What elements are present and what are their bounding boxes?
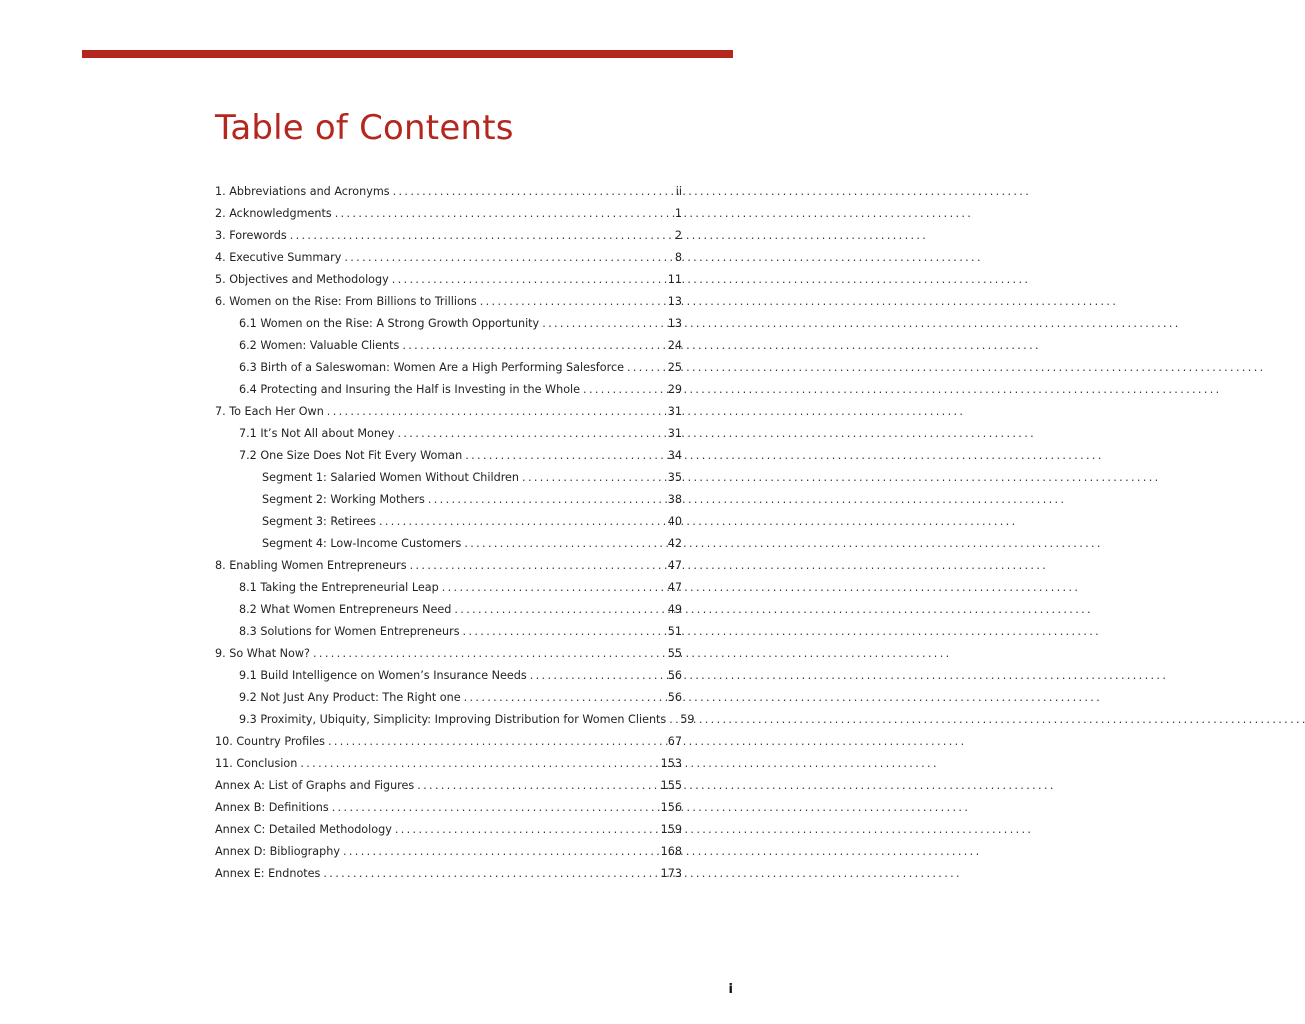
toc-entry-label: 9. So What Now? xyxy=(215,647,310,660)
toc-entry-page: 8 xyxy=(674,251,682,264)
toc-entry-page: 59 xyxy=(680,713,695,726)
toc-entry-page: 25 xyxy=(667,361,682,374)
toc-entry[interactable] xyxy=(215,313,682,335)
toc-entry[interactable] xyxy=(215,379,682,401)
toc-entry-page: 1 xyxy=(674,207,682,220)
toc-dot-leader xyxy=(392,819,661,841)
toc-dot-leader xyxy=(329,797,661,819)
toc-entry-page: 2 xyxy=(674,229,682,242)
toc-entry-label: 1. Abbreviations and Acronyms xyxy=(215,185,390,198)
toc-entry-label: 6.3 Birth of a Saleswoman: Women Are a High Performing Salesforce xyxy=(239,361,624,374)
toc-dot-leader xyxy=(477,291,668,313)
toc-entry-label: Segment 3: Retirees xyxy=(262,515,376,528)
toc-entry[interactable] xyxy=(215,709,695,731)
toc-entry-page: 11 xyxy=(667,273,682,286)
toc-entry-label: 8.1 Taking the Entrepreneurial Leap xyxy=(239,581,439,594)
toc-entry-page: 156 xyxy=(660,801,682,814)
toc-dot-leader xyxy=(376,511,668,533)
toc-entry-page: 47 xyxy=(667,581,682,594)
toc-entry-label: 10. Country Profiles xyxy=(215,735,325,748)
toc-entry-label: 4. Executive Summary xyxy=(215,251,342,264)
toc-dot-leader xyxy=(460,621,668,643)
toc-entry[interactable] xyxy=(215,797,682,819)
toc-entry[interactable] xyxy=(215,841,682,863)
toc-entry[interactable] xyxy=(215,225,682,247)
toc-entry-label: Segment 4: Low-Income Customers xyxy=(262,537,462,550)
toc-entry[interactable] xyxy=(215,269,682,291)
toc-dot-leader xyxy=(399,335,667,357)
toc-entry-label: 9.2 Not Just Any Product: The Right one xyxy=(239,691,461,704)
toc-dot-leader xyxy=(624,357,668,379)
toc-dot-leader xyxy=(519,467,668,489)
toc-entry-page: 55 xyxy=(667,647,682,660)
toc-entry-label: Annex B: Definitions xyxy=(215,801,329,814)
toc-entry-label: Annex A: List of Graphs and Figures xyxy=(215,779,415,792)
toc-dot-leader xyxy=(332,203,675,225)
toc-entry-page: 49 xyxy=(667,603,682,616)
toc-entry-label: 5. Objectives and Methodology xyxy=(215,273,389,286)
toc-entry[interactable] xyxy=(215,291,682,313)
toc-dot-leader xyxy=(414,775,660,797)
toc-entry-page: 38 xyxy=(667,493,682,506)
toc-entry-label: 7.2 One Size Does Not Fit Every Woman xyxy=(239,449,463,462)
toc-dot-leader xyxy=(320,863,660,885)
page-number: i xyxy=(728,982,733,997)
toc-dot-leader xyxy=(310,643,668,665)
toc-entry-page: 153 xyxy=(660,757,682,770)
toc-entry-page: 56 xyxy=(667,669,682,682)
toc-entry-page: 67 xyxy=(667,735,682,748)
top-accent-rule xyxy=(82,50,733,58)
toc-entry[interactable] xyxy=(215,247,682,269)
toc-entry[interactable] xyxy=(215,203,682,225)
toc-dot-leader xyxy=(451,599,667,621)
toc-entry-label: 3. Forewords xyxy=(215,229,287,242)
toc-dot-leader xyxy=(461,533,667,555)
toc-entry-page: 31 xyxy=(667,405,682,418)
toc-entry[interactable] xyxy=(215,577,682,599)
toc-dot-leader xyxy=(394,423,667,445)
toc-dot-leader xyxy=(390,181,676,203)
toc-entry-page: 47 xyxy=(667,559,682,572)
toc-entry-label: 6.1 Women on the Rise: A Strong Growth Opportunity xyxy=(239,317,540,330)
toc-entry[interactable] xyxy=(215,599,682,621)
toc-entry-page: 51 xyxy=(667,625,682,638)
toc-dot-leader xyxy=(539,313,668,335)
toc-dot-leader xyxy=(461,687,668,709)
toc-entry[interactable] xyxy=(215,819,682,841)
toc-entry[interactable] xyxy=(215,863,682,885)
toc-dot-leader xyxy=(297,753,660,775)
toc-dot-leader xyxy=(287,225,675,247)
toc-dot-leader xyxy=(325,731,668,753)
toc-entry-label: 6. Women on the Rise: From Billions to Trillions xyxy=(215,295,477,308)
toc-entry[interactable] xyxy=(215,445,682,467)
toc-entry-label: Annex C: Detailed Methodology xyxy=(215,823,392,836)
toc-entry-label: 7. To Each Her Own xyxy=(215,405,324,418)
toc-entry-page: 34 xyxy=(667,449,682,462)
toc-entry-page: 155 xyxy=(660,779,682,792)
toc-entry-label: Segment 1: Salaried Women Without Children xyxy=(262,471,520,484)
toc-dot-leader xyxy=(340,841,661,863)
toc-entry[interactable] xyxy=(215,467,682,489)
toc-entry-label: Annex D: Bibliography xyxy=(215,845,340,858)
toc-entry-page: 29 xyxy=(667,383,682,396)
toc-entry-page: 159 xyxy=(660,823,682,836)
toc-dot-leader xyxy=(666,709,680,731)
toc-entry[interactable] xyxy=(215,621,682,643)
toc-entry-label: 6.2 Women: Valuable Clients xyxy=(239,339,400,352)
toc-entry[interactable] xyxy=(215,181,682,203)
toc-entry[interactable] xyxy=(215,687,682,709)
toc-entry[interactable] xyxy=(215,335,682,357)
toc-entry-label: 6.4 Protecting and Insuring the Half is Investing in the Whole xyxy=(239,383,581,396)
toc-entry-page: 42 xyxy=(667,537,682,550)
toc-entry-label: 9.3 Proximity, Ubiquity, Simplicity: Improving Distribution for Women Clients xyxy=(239,713,667,726)
toc-dot-leader xyxy=(425,489,668,511)
toc-dot-leader xyxy=(527,665,668,687)
toc-entry-label: Annex E: Endnotes xyxy=(215,867,321,880)
toc-entry-page: 13 xyxy=(667,317,682,330)
page-title: Table of Contents xyxy=(215,108,514,148)
toc-entry-label: 7.1 It’s Not All about Money xyxy=(239,427,395,440)
toc-entry-page: 56 xyxy=(667,691,682,704)
toc-entry-page: ii xyxy=(675,185,682,198)
toc-entry-page: 173 xyxy=(660,867,682,880)
toc-entry-label: 8.3 Solutions for Women Entrepreneurs xyxy=(239,625,460,638)
toc-entry-page: 168 xyxy=(660,845,682,858)
toc-entry[interactable] xyxy=(215,665,682,687)
toc-entry[interactable] xyxy=(215,357,682,379)
toc-dot-leader xyxy=(324,401,668,423)
toc-entry[interactable] xyxy=(215,511,682,533)
toc-dot-leader xyxy=(439,577,668,599)
toc-entry-label: 2. Acknowledgments xyxy=(215,207,332,220)
toc-entry-page: 13 xyxy=(667,295,682,308)
toc-entry[interactable] xyxy=(215,643,682,665)
toc-dot-leader xyxy=(389,269,668,291)
toc-dot-leader xyxy=(407,555,668,577)
toc-entry[interactable] xyxy=(215,775,682,797)
toc-entry-page: 31 xyxy=(667,427,682,440)
toc-entry[interactable] xyxy=(215,533,682,555)
toc-entry[interactable] xyxy=(215,423,682,445)
toc-entry-page: 40 xyxy=(667,515,682,528)
toc-entry-label: 8. Enabling Women Entrepreneurs xyxy=(215,559,407,572)
toc-entry-page: 35 xyxy=(667,471,682,484)
toc-dot-leader xyxy=(462,445,668,467)
toc-entry[interactable] xyxy=(215,489,682,511)
toc-entry-label: 11. Conclusion xyxy=(215,757,298,770)
toc-entry[interactable] xyxy=(215,401,682,423)
table-of-contents xyxy=(215,181,695,885)
toc-entry[interactable] xyxy=(215,731,682,753)
toc-entry[interactable] xyxy=(215,555,682,577)
toc-dot-leader xyxy=(341,247,675,269)
toc-entry[interactable] xyxy=(215,753,682,775)
toc-dot-leader xyxy=(580,379,668,401)
toc-entry-label: Segment 2: Working Mothers xyxy=(262,493,425,506)
toc-entry-page: 24 xyxy=(667,339,682,352)
toc-entry-label: 9.1 Build Intelligence on Women’s Insurance Needs xyxy=(239,669,527,682)
toc-entry-label: 8.2 What Women Entrepreneurs Need xyxy=(239,603,452,616)
